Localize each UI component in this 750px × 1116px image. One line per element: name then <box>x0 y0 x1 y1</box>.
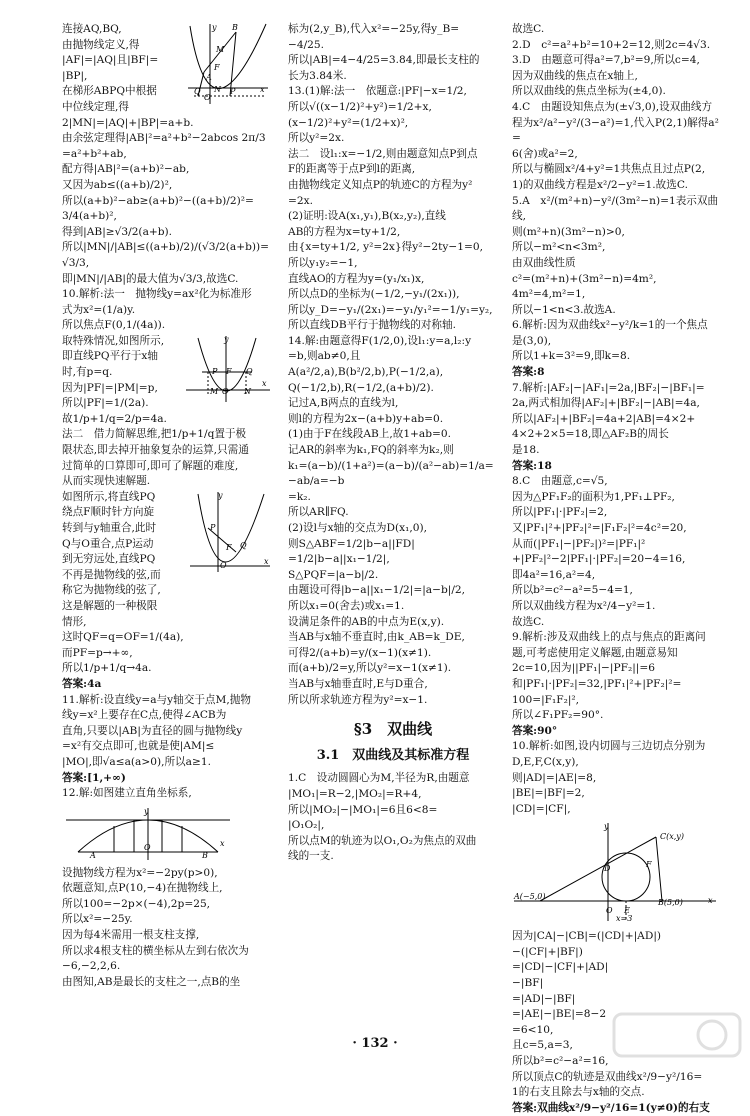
text-line: 当AB与x轴垂直时,E与D重合, <box>288 677 428 690</box>
figure-label: y <box>212 23 217 32</box>
incircle-hyperbola-figure <box>512 821 718 925</box>
text-line: 答案:18 <box>512 459 552 472</box>
text-line: 所以(a+b)²−ab≥(a+b)²−((a+b)/2)²= <box>62 194 254 207</box>
text-line: D,E,F,C(x,y), <box>512 755 579 768</box>
text-line: 由余弦定理得|AB|²=a²+b²−2abcos 2π/3 <box>62 132 266 145</box>
figure-label: O <box>606 906 613 916</box>
text-line: 所以−m²<n<3m², <box>512 241 606 254</box>
figure-label: O <box>144 842 151 852</box>
text-line: 所以y_D=−y₁/(2x₁)=−y₁/y₁²=−1/y₁=y₂, <box>288 303 493 316</box>
figure-label: N <box>244 386 251 396</box>
text-line: 又|PF₁|²+|PF₂|²=|F₁F₂|²=4c²=20, <box>512 522 687 534</box>
watermark-logo <box>612 1010 742 1060</box>
text-line: 题,可考虑使用定义解题,由题意易知 <box>512 646 678 659</box>
text-line: 则S△ABF=1/2|b−a||FD| <box>288 537 415 550</box>
figure-label: x <box>708 896 713 906</box>
text-line: =|AE|−|BE|=8−2 <box>512 1008 607 1021</box>
text-line: =|AD|−|BF| <box>512 992 576 1005</box>
text-line: 7.解析:|AF₂|−|AF₁|=2a,|BF₂|−|BF₁|= <box>512 381 705 394</box>
text-line: |O₁O₂|, <box>288 819 325 832</box>
text-line: 所以∠F₁PF₂=90°. <box>512 709 604 722</box>
text-line: 所以AR∥FQ. <box>288 506 349 519</box>
figure-label: F <box>226 542 232 552</box>
figure-label: N <box>214 85 221 94</box>
text-line: 5.A x²/(m²+n)−y²/(3m²−n)=1表示双曲线, <box>512 194 719 223</box>
arch-bridge-figure <box>62 806 232 862</box>
figure-label: O <box>220 560 227 570</box>
page-number: · 132 · <box>352 1036 398 1051</box>
text-line: c²=(m²+n)+(3m²−n)=4m², <box>512 272 657 285</box>
text-line: 6(舍)或a²=2, <box>512 147 578 160</box>
text-line: 12.解:如图建立直角坐标系, <box>62 787 192 800</box>
text-line: 答案:4a <box>62 677 102 690</box>
figure-label: y <box>604 822 609 832</box>
subsection-title: 3.1 双曲线及其标准方程 <box>316 747 470 763</box>
text-line: =2x. <box>288 194 313 207</box>
text-line: 所以|PF₁|·|PF₂|=2, <box>512 506 608 519</box>
text-line: 记AR的斜率为k₁,FQ的斜率为k₂,则 <box>288 444 454 457</box>
text-line: 和|PF₁|·|PF₂|=32,|PF₁|²+|PF₂|²= <box>512 677 682 690</box>
text-line: 因为每4米需用一根支柱支撑, <box>62 929 200 942</box>
text-line: 到无穷远处,直线PQ <box>62 553 156 566</box>
text-line: 直线AO的方程为y=(y₁/x₁)x, <box>288 272 425 285</box>
text-line: F的距离等于点P到l的距离, <box>288 163 416 176</box>
figure-label: B(5,0) <box>658 898 683 908</box>
text-line: =x²有交点即可,也就是使|AM|≤ <box>62 740 215 753</box>
figure-label: y <box>144 806 149 816</box>
text-line: −6,−2,2,6. <box>62 960 121 973</box>
figure-label: Q <box>194 87 201 96</box>
text-line: 线的一支. <box>288 850 334 863</box>
text-line: 14.解:由题意得F(1/2,0),设l₁:y=a,l₂:y <box>288 334 472 347</box>
text-line: 所以求4根支柱的横坐标从左到右依次为 <box>62 944 249 957</box>
text-line: 而(a+b)/2=y,所以y²=x−1(x≠1). <box>288 662 452 675</box>
figure-label: A <box>90 850 96 860</box>
text-line: 因为|CA|−|CB|=(|CD|+|AD|) <box>512 930 662 943</box>
text-line: 所以100=−2p×(−4),2p=25, <box>62 897 211 910</box>
text-line: 标为(2,y_B),代入x²=−25y,得y_B= <box>288 23 460 35</box>
text-line: 3/4(a+b)², <box>62 210 117 223</box>
text-line: 称它为抛物线的弦了, <box>62 584 161 597</box>
text-line: (x−1/2)²+y²=(1/2+x)², <box>288 116 409 129</box>
text-line: |BP|, <box>62 69 88 82</box>
text-line: 法二 设l₁:x=−1/2,则由题意知点P到点 <box>288 147 478 160</box>
text-line: 取特殊情况,如图所示, <box>62 334 165 347</box>
text-line: 设满足条件的AB的中点为E(x,y). <box>288 615 445 628</box>
text-line: =b,则ab≠0,且 <box>288 350 361 363</box>
figure-label: F <box>226 366 232 376</box>
figure-label: Q <box>240 540 247 550</box>
text-line: 答案:8 <box>512 366 545 379</box>
text-line: 且c=5,a=3, <box>512 1039 573 1052</box>
text-line: Q(−1/2,b),R(−1/2,(a+b)/2). <box>288 381 434 394</box>
text-line: 所以|AB|=4−4/25=3.84,即最长支柱的 <box>288 54 480 67</box>
figure-label: x=3 <box>616 914 633 924</box>
column-left <box>62 22 272 990</box>
figure-label: x <box>220 838 225 848</box>
text-line: 如图所示,将直线PQ <box>62 490 156 503</box>
text-line: 故1/p+1/q=2/p=4a. <box>62 412 167 425</box>
text-line: 过简单的口算即可,即可了解题的难度, <box>62 459 239 472</box>
text-line: |CD|=|CF|, <box>512 802 571 815</box>
text-line: =|CD|−|CF|+|AD| <box>512 961 609 974</box>
text-line: 中位线定理,得 <box>62 100 129 113</box>
text-line: 当AB与x轴不垂直时,由k_AB=k_DE, <box>288 631 465 644</box>
text-line: 因为双曲线的焦点在x轴上, <box>512 69 638 82</box>
column-middle <box>288 22 498 865</box>
text-line: 所以1+k=3²=9,即k=8. <box>512 350 631 363</box>
text-line: k₁=(a−b)/(1+a²)=(a−b)/(a²−ab)=1/a=−ab/a=−b <box>288 459 494 488</box>
text-line: 所以所求轨迹方程为y²=x−1. <box>288 693 428 706</box>
text-line: 记过A,B两点的直线为l, <box>288 397 399 410</box>
text-line: 所以y₁y₂=−1, <box>288 256 358 269</box>
text-line: 则|AD|=|AE|=8, <box>512 771 597 784</box>
text-line: 在梯形ABPQ中根据 <box>62 85 157 98</box>
text-line: 设抛物线方程为x²=−2py(p>0), <box>62 866 218 879</box>
figure-label: y <box>224 334 229 344</box>
text-line: 不再是抛物线的弦,而 <box>62 568 161 581</box>
text-line: 所以与椭圆x²/4+y²=1共焦点且过点P(2, <box>512 163 706 176</box>
figure-label: P <box>210 522 216 532</box>
figure-label: P <box>230 87 236 96</box>
text-line: 2c=10,因为||PF₁|−|PF₂||=6 <box>512 662 655 675</box>
text-line: 连接AQ,BQ, <box>62 23 122 35</box>
text-line: 2a,两式相加得|AF₂|+|BF₂|−|AB|=4a, <box>512 397 700 410</box>
text-line: 依题意知,点P(10,−4)在抛物线上, <box>62 882 223 895</box>
figure-label: E <box>624 906 630 916</box>
text-line: 由抛物线定义知点P的轨迹C的方程为y² <box>288 178 473 191</box>
text-line: 法二 借力简解思维,把1/p+1/q置于极 <box>62 428 247 441</box>
text-line: A(a²/2,a),B(b²/2,b),P(−1/2,a), <box>288 366 444 379</box>
text-line: Q与O重合,点P运动 <box>62 537 154 550</box>
text-line: =a²+b²+ab, <box>62 147 127 160</box>
text-line: 答案:[1,+∞) <box>62 771 126 784</box>
text-line: 3.D 由题意可得a²=7,b²=9,所以c=4, <box>512 54 700 67</box>
figure-label: F <box>214 63 220 72</box>
text-line: 10.解析:法一 抛物线y=ax²化为标准形 <box>62 288 252 301</box>
text-line: 从而(|PF₁|−|PF₂|)²=|PF₁|² <box>512 537 646 550</box>
text-line: 绕点F顺时针方向旋 <box>62 506 155 519</box>
text-line: −4/25. <box>288 38 325 51</box>
text-line: 是18. <box>512 444 540 457</box>
parabola-rotated-chord-figure <box>186 490 272 574</box>
text-line: 所以1/p+1/q→4a. <box>62 662 152 675</box>
parabola-focal-chord-figure <box>184 22 272 108</box>
text-line: 4.C 由题设知焦点为(±√3,0),设双曲线方 <box>512 100 713 113</box>
text-line: 所以x²=−25y. <box>62 913 133 926</box>
figure-label: A <box>206 73 212 82</box>
text-line: =6<10, <box>512 1023 554 1036</box>
text-line: 2|MN|=|AQ|+|BP|=a+b. <box>62 116 194 129</box>
text-line: 所以点D的坐标为(−1/2,−y₁/(2x₁)), <box>288 288 460 301</box>
text-line: (2)设l与x轴的交点为D(x₁,0), <box>288 522 427 534</box>
figure-label: Q <box>246 366 253 376</box>
text-line: 配方得|AB|²=(a+b)²−ab, <box>62 163 190 176</box>
text-line: 这是解题的一种极限 <box>62 599 158 612</box>
column-right <box>512 22 726 1116</box>
figure-label: M <box>210 386 219 396</box>
text-line: 答案:双曲线x²/9−y²/16=1(y≠0)的右支 <box>512 1101 710 1114</box>
text-line: 线y=x²上要存在C点,使得∠ACB为 <box>62 709 227 722</box>
text-line: 6.解析:因为双曲线x²−y²/k=1的一个焦点 <box>512 319 708 332</box>
text-line: 情形, <box>62 615 87 628</box>
figure-label: B <box>232 23 238 32</box>
text-line: 所以双曲线方程为x²/4−y²=1. <box>512 599 656 612</box>
text-line: 由图知,AB是最长的支柱之一,点B的坐 <box>62 975 241 988</box>
text-line: 答案:90° <box>512 724 558 737</box>
text-line: 13.(1)解:法一 依题意:|PF|−x=1/2, <box>288 85 467 98</box>
text-line: (1)由于F在线段AB上,故1+ab=0. <box>288 428 452 441</box>
text-line: |BE|=|BF|=2, <box>512 787 585 800</box>
figure-label: O <box>222 386 229 396</box>
section-title: §3 双曲线 <box>353 720 433 739</box>
figure-label: C(x,y) <box>660 832 684 842</box>
text-line: 所以|PF|=1/(2a). <box>62 397 149 410</box>
figure-label: x <box>260 85 265 94</box>
text-line: 1)的双曲线方程是x²/2−y²=1.故选C. <box>512 178 688 191</box>
text-line: S△PQF=|a−b|/2. <box>288 568 379 581</box>
text-line: 转到与y轴重合,此时 <box>62 522 157 534</box>
figure-label: x <box>262 378 267 388</box>
text-line: +|PF₂|²−2|PF₁|·|PF₂|=20−4=16, <box>512 553 686 566</box>
figure-label: F <box>646 860 652 870</box>
figure-label: D <box>604 864 611 874</box>
text-line: 长为3.84米. <box>288 69 347 82</box>
text-line: 故选C. <box>512 615 545 628</box>
text-line: 由双曲线性质 <box>512 256 576 269</box>
text-line: 1.C 设动圆圆心为M,半径为R,由题意 <box>288 772 470 785</box>
text-line: 4m²=4,m²=1, <box>512 288 586 301</box>
text-line: 8.C 由题意,c=√5, <box>512 475 608 488</box>
text-line: 即直线PQ平行于x轴 <box>62 350 158 363</box>
text-line: 直角,只要以|AB|为直径的圆与抛物线y <box>62 724 243 737</box>
text-line: |MO|,即√a≤a(a>0),所以a≥1. <box>62 755 211 768</box>
text-line: 所以y²=2x. <box>288 132 345 145</box>
text-line: 所以b²=c²−a²=16, <box>512 1055 609 1068</box>
figure-label: M <box>216 45 225 54</box>
text-line: 因为|PF|=|PM|=p, <box>62 381 158 394</box>
figure-label: O <box>204 93 211 102</box>
parabola-horizontal-chord-figure <box>182 334 272 404</box>
text-line: 9.解析:涉及双曲线上的点与焦点的距离问 <box>512 631 706 644</box>
text-line: 由抛物线定义,得 <box>62 38 140 51</box>
text-line: AB的方程为x=ty+1/2, <box>288 225 401 238</box>
text-line: 而PF=p→+∞, <box>62 646 133 659</box>
text-line: 所以−1<n<3.故选A. <box>512 303 616 316</box>
text-line: 所以焦点F(0,1/(4a)). <box>62 319 166 332</box>
text-line: =k₂. <box>288 490 311 503</box>
text-line: 因为△PF₁F₂的面积为1,PF₁⊥PF₂, <box>512 490 675 503</box>
text-line: 所以直线DB平行于抛物线的对称轴. <box>288 319 456 332</box>
text-line: 所以顶点C的轨迹是双曲线x²/9−y²/16= <box>512 1070 703 1083</box>
text-line: 所以|MN|/|AB|≤((a+b)/2)/(√3/2(a+b))=√3/3, <box>62 241 270 269</box>
text-line: 10.解析:如图,设内切圆与三边切点分别为 <box>512 740 706 753</box>
text-line: 可得2/(a+b)=y/(x−1)(x≠1). <box>288 646 432 659</box>
text-line: 所以√((x−1/2)²+y²)=1/2+x, <box>288 100 432 113</box>
text-line: 这时QF=q=OF=1/(4a), <box>62 631 184 644</box>
text-line: 限状态,即去掉开抽象复杂的运算,只需通 <box>62 444 249 457</box>
text-line: 是(3,0), <box>512 334 552 347</box>
text-line: |AF|=|AQ|且|BF|= <box>62 54 159 67</box>
text-line: 从而实现快速解题. <box>62 475 151 488</box>
text-line: 1的右支且除去与x轴的交点. <box>512 1086 645 1099</box>
text-line: 所以|AF₂|+|BF₂|=4a+2|AB|=4×2+ <box>512 412 696 425</box>
text-line: −(|CF|+|BF|) <box>512 945 583 958</box>
text-line: 则l的方程为2x−(a+b)y+ab=0. <box>288 412 444 425</box>
text-line: 即|MN|/|AB|的最大值为√3/3,故选C. <box>62 272 239 285</box>
text-line: =1/2|b−a||x₁−1/2|, <box>288 553 390 566</box>
text-line: 由题设可得|b−a||x₁−1/2|=|a−b|/2, <box>288 584 466 597</box>
text-line: 11.解析:设直线y=a与y轴交于点M,抛物 <box>62 693 251 706</box>
text-line: 时,有p=q. <box>62 366 113 379</box>
figure-label: B <box>202 850 208 860</box>
figure-label: P <box>212 366 218 376</box>
figure-label: x <box>264 556 269 566</box>
text-line: 4×2+2×5=18,即△AF₂B的周长 <box>512 428 669 441</box>
text-line: 所以|MO₂|−|MO₁|=6且6<8= <box>288 803 438 816</box>
text-line: 则(m²+n)(3m²−n)>0, <box>512 225 625 238</box>
text-line: 即4a²=16,a²=4, <box>512 568 596 581</box>
text-line: 得到|AB|≥√3/2(a+b). <box>62 225 173 238</box>
text-line: 由{x=ty+1/2, y²=2x}得y²−2ty−1=0, <box>288 241 483 254</box>
text-line: 2.D c²=a²+b²=10+2=12,则2c=4√3. <box>512 38 711 51</box>
figure-label: y <box>218 490 223 500</box>
figure-label: A(−5,0) <box>514 892 546 902</box>
text-line: 所以x₁=0(舍去)或x₁=1. <box>288 599 405 612</box>
text-line: 程为x²/a²−y²/(3−a²)=1,代入P(2,1)解得a²= <box>512 116 719 145</box>
text-line: 所以点M的轨迹为以O₁,O₂为焦点的双曲 <box>288 834 477 847</box>
text-line: 所以双曲线的焦点坐标为(±4,0). <box>512 85 666 98</box>
text-line: 所以b²=c²−a²=5−4=1, <box>512 584 633 597</box>
text-line: 又因为ab≤((a+b)/2)², <box>62 178 173 191</box>
text-line: 式为x²=(1/a)y. <box>62 303 136 316</box>
text-line: 故选C. <box>512 23 545 35</box>
text-line: −|BF| <box>512 977 544 990</box>
text-line: 100=|F₁F₂|², <box>512 693 580 706</box>
text-line: |MO₁|=R−2,|MO₂|=R+4, <box>288 787 422 800</box>
text-line: (2)证明:设A(x₁,y₁),B(x₂,y₂),直线 <box>288 210 446 223</box>
